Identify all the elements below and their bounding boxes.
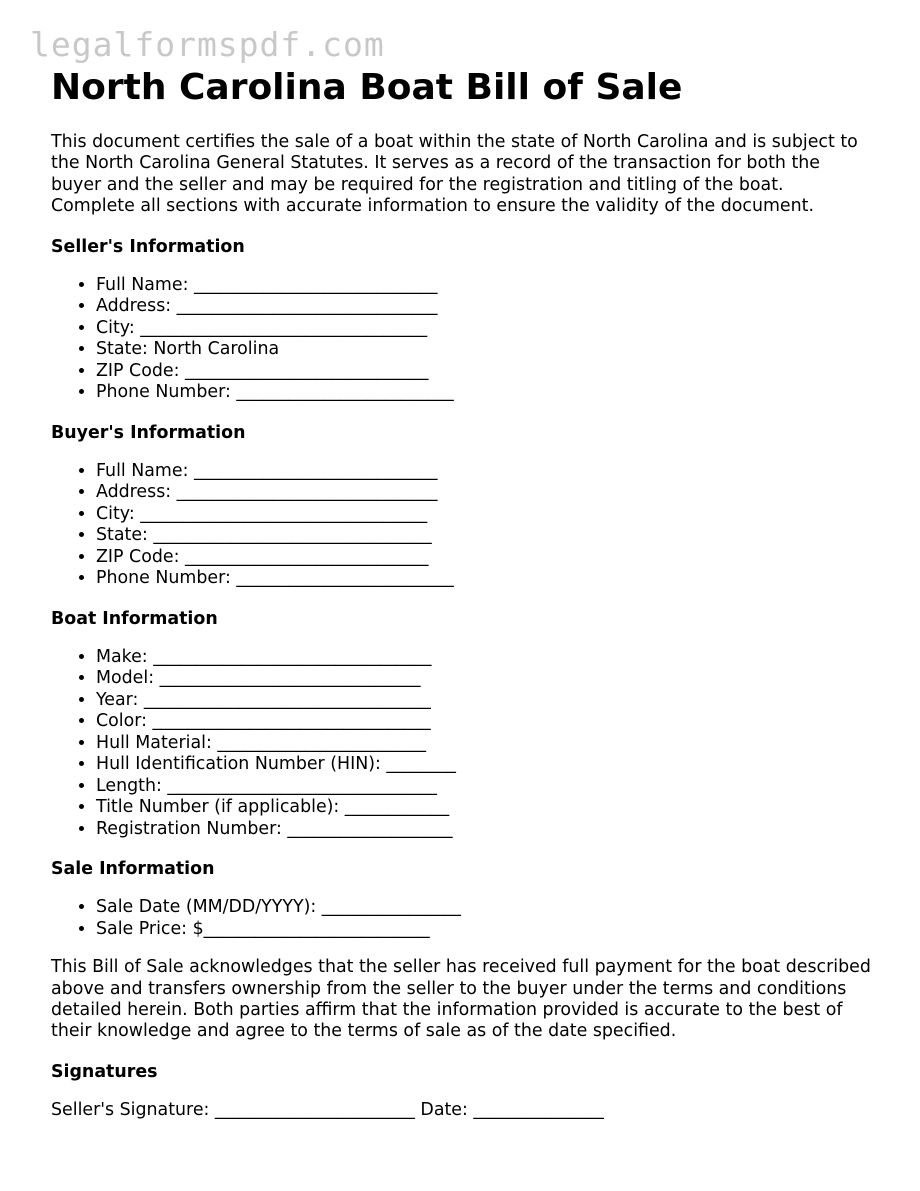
boat-field-list: [51, 647, 871, 841]
buyer-section-heading: Buyer's Information: [51, 422, 246, 443]
seller-zip-field: • ZIP Code: ____________________________: [96, 361, 871, 383]
boat-length-field: • Length: _______________________________: [96, 776, 871, 798]
boat-hin-field: • Hull Identification Number (HIN): ________: [96, 754, 871, 776]
boat-hull-material-field: • Hull Material: ________________________: [96, 733, 871, 755]
seller-state-field: • State: North Carolina: [96, 339, 871, 361]
boat-section-heading: Boat Information: [51, 608, 218, 629]
seller-city-field: • City: _________________________________: [96, 318, 871, 340]
seller-address-field: • Address: ______________________________: [96, 296, 871, 318]
boat-color-field: • Color: ________________________________: [96, 711, 871, 733]
acknowledgement-paragraph: This Bill of Sale acknowledges that the seller has received full payment for the boat described above and transfers ownership from the seller to the buyer under the terms and conditions detailed herein. Both parties affirm that the information provided is accurate to the best of their knowledge and agree to the terms of sale as of the date specified.: [51, 957, 871, 1042]
document-page: [51, 66, 871, 1121]
buyer-phone-field: • Phone Number: _________________________: [96, 568, 871, 590]
sale-price-field: • Sale Price: $__________________________: [96, 919, 871, 941]
boat-model-field: • Model: ______________________________: [96, 668, 871, 690]
document-title: North Carolina Boat Bill of Sale: [51, 67, 683, 108]
sale-date-field: • Sale Date (MM/DD/YYYY): ________________: [96, 897, 871, 919]
boat-make-field: • Make: ________________________________: [96, 647, 871, 669]
buyer-state-field: • State: ________________________________: [96, 525, 871, 547]
seller-signature-line: Seller's Signature: _______________________ Date: _______________: [51, 1099, 604, 1120]
signatures-section-heading: Signatures: [51, 1061, 158, 1082]
buyer-full-name-field: • Full Name: ____________________________: [96, 461, 871, 483]
seller-section-heading: Seller's Information: [51, 236, 245, 257]
boat-title-number-field: • Title Number (if applicable): ____________: [96, 797, 871, 819]
buyer-address-field: • Address: ______________________________: [96, 482, 871, 504]
intro-paragraph: This document certifies the sale of a boat within the state of North Carolina and is subject to the North Carolina General Statutes. It serves as a record of the transaction for both the buyer and the seller and may be required for the registration and titling of the boat. Complete all sections with accurate information to ensure the validity of the document.: [51, 132, 858, 217]
site-watermark: legalformspdf.com: [30, 25, 385, 64]
buyer-zip-field: • ZIP Code: ____________________________: [96, 547, 871, 569]
boat-registration-number-field: • Registration Number: ___________________: [96, 819, 871, 841]
boat-year-field: • Year: _________________________________: [96, 690, 871, 712]
sale-section-heading: Sale Information: [51, 859, 215, 880]
seller-phone-field: • Phone Number: _________________________: [96, 382, 871, 404]
buyer-city-field: • City: _________________________________: [96, 504, 871, 526]
buyer-field-list: [51, 461, 871, 590]
sale-field-list: [51, 897, 871, 940]
seller-full-name-field: • Full Name: ____________________________: [96, 275, 871, 297]
seller-field-list: [51, 275, 871, 404]
